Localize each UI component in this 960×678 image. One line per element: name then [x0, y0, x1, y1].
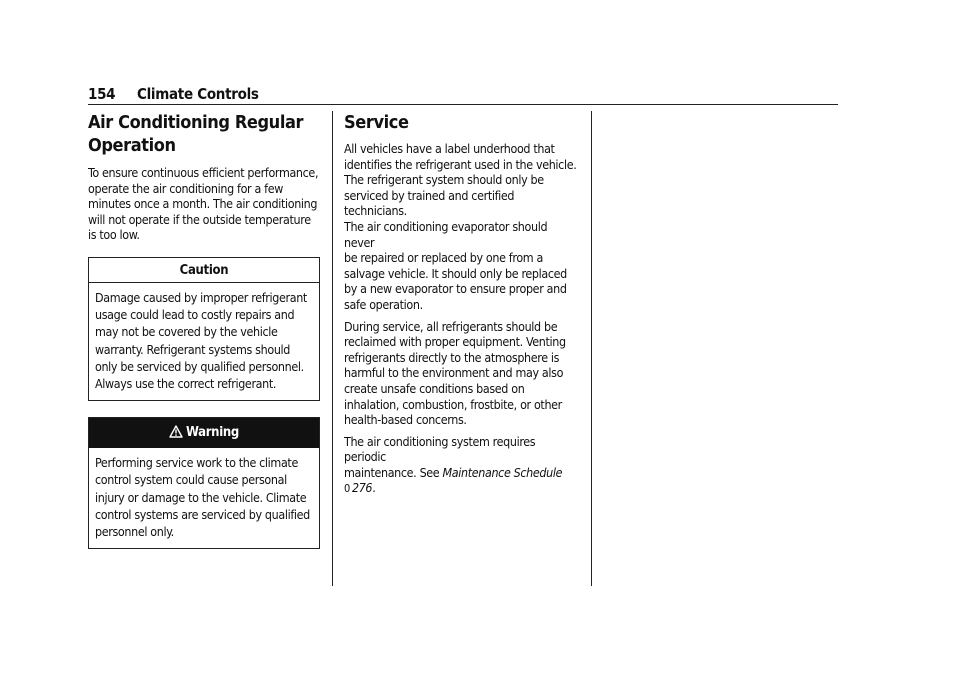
text-line: During service, all refrigerants should be	[344, 318, 558, 334]
service-paragraph-2	[344, 319, 580, 428]
text-line: be repaired or replaced by one from a	[344, 250, 543, 266]
ac-operation-heading	[88, 111, 320, 157]
text-line: Performing service work to the climate	[95, 455, 298, 471]
warning-text	[89, 448, 319, 548]
warning-heading-label: Warning	[185, 425, 240, 441]
page-reference-icon: 0	[344, 482, 350, 496]
warning-triangle-icon	[169, 425, 183, 442]
text-line: identifies the refrigerant used in the vehicle.	[344, 156, 577, 172]
warning-box	[88, 417, 320, 549]
text-line: harmful to the environment and may also	[344, 365, 564, 381]
text-line: Damage caused by improper refrigerant	[95, 289, 307, 305]
heading-line: Operation	[88, 135, 176, 156]
text-line: serviced by trained and certified technicians.	[344, 187, 515, 219]
warning-heading	[89, 418, 319, 448]
maintenance-schedule-link[interactable]: Maintenance Schedule	[442, 464, 563, 480]
section-title: Climate Controls	[137, 85, 259, 103]
page-number: 154	[88, 85, 116, 103]
column-divider	[332, 111, 333, 586]
text-line: only be serviced by qualified personnel.	[95, 358, 304, 374]
text-line: refrigerants directly to the atmosphere is	[344, 349, 560, 365]
text-line: control system could cause personal	[95, 472, 287, 488]
sentence-period: .	[372, 480, 376, 496]
text-line: is too low.	[88, 227, 140, 243]
text-line: operate the air conditioning for a few	[88, 180, 283, 196]
text-line: create unsafe conditions based on	[344, 380, 525, 396]
text-line: Always use the correct refrigerant.	[95, 375, 277, 391]
caution-heading: Caution	[89, 258, 319, 283]
text-line: warranty. Refrigerant systems should	[95, 341, 291, 357]
text-line: control systems are serviced by qualified	[95, 506, 310, 522]
service-heading: Service	[344, 112, 409, 133]
text-line: safe operation.	[344, 296, 423, 312]
text-line: by a new evaporator to ensure proper and	[344, 281, 567, 297]
caution-text	[89, 283, 319, 400]
heading-line: Air Conditioning Regular	[88, 112, 304, 133]
text-line: may not be covered by the vehicle	[95, 324, 278, 340]
page-header	[88, 84, 838, 105]
left-column	[88, 111, 320, 549]
text-line: The refrigerant system should only be	[344, 172, 544, 188]
text-line: All vehicles have a label underhood that	[344, 141, 555, 156]
text-line: reclaimed with proper equipment. Venting	[344, 334, 566, 350]
service-paragraph-1	[344, 141, 580, 313]
text-line: To ensure continuous efficient performance,	[88, 165, 319, 180]
text-line: minutes once a month. The air conditioning	[88, 196, 318, 212]
text-line: salvage vehicle. It should only be replaced	[344, 265, 567, 281]
right-column	[344, 111, 580, 497]
ac-operation-paragraph	[88, 165, 320, 243]
caution-box	[88, 257, 320, 401]
text-line: will not operate if the outside temperature	[88, 211, 311, 227]
text-line: The air conditioning system requires periodic	[344, 433, 536, 465]
page-reference-link[interactable]: 276	[351, 480, 373, 496]
service-paragraph-3	[344, 434, 580, 497]
text-line: maintenance. See	[344, 464, 443, 480]
column-divider	[591, 111, 592, 586]
text-line: health-based concerns.	[344, 412, 467, 428]
text-line: injury or damage to the vehicle. Climate	[95, 489, 307, 505]
text-line: inhalation, combustion, frostbite, or other	[344, 396, 562, 412]
text-line: personnel only.	[95, 524, 174, 539]
text-line: usage could lead to costly repairs and	[95, 307, 295, 323]
text-line: The air conditioning evaporator should never	[344, 218, 548, 250]
